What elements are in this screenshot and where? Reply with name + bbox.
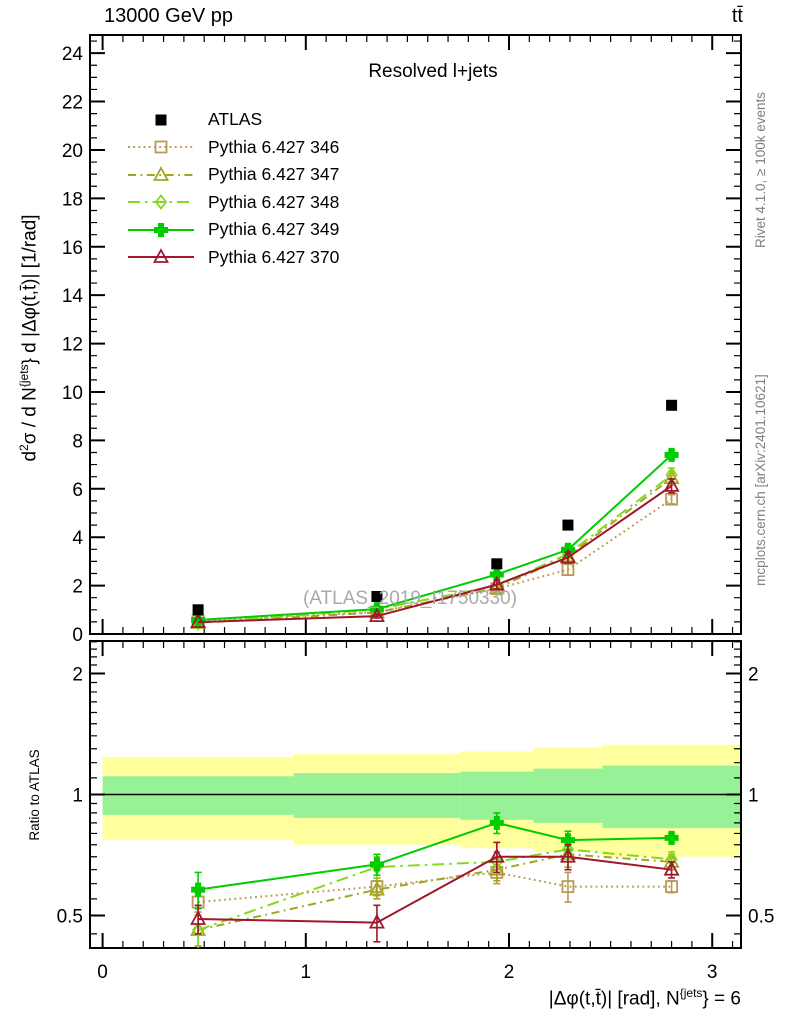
svg-text:4: 4: [72, 528, 83, 550]
svg-text:2: 2: [503, 962, 515, 983]
legend-marker-pythia-349: [126, 219, 196, 241]
x-axis-title: [549, 986, 741, 1010]
mcplots-credit-note: mcplots.cern.ch [arXiv:2401.10621]: [753, 374, 768, 586]
svg-text:22: 22: [61, 92, 83, 114]
legend-marker-pythia-346: [126, 136, 196, 158]
svg-text:0.5: 0.5: [56, 906, 83, 928]
svg-text:1: 1: [300, 962, 312, 983]
beam-energy-title: 13000 GeV pp: [104, 5, 233, 27]
legend: [126, 106, 339, 271]
x-axis-title-part: } = 6: [702, 988, 741, 1010]
legend-label-pythia-370: Pythia 6.427 370: [208, 246, 340, 267]
svg-text:1: 1: [72, 785, 83, 807]
legend-label-pythia-347: Pythia 6.427 347: [208, 164, 340, 185]
svg-text:14: 14: [61, 286, 83, 308]
svg-text:0.5: 0.5: [748, 906, 775, 928]
svg-text:2: 2: [72, 576, 83, 598]
legend-marker-pythia-347: [126, 164, 196, 186]
svg-text:6: 6: [72, 479, 83, 501]
legend-label-pythia-349: Pythia 6.427 349: [208, 219, 340, 240]
svg-text:0: 0: [72, 625, 83, 646]
svg-text:0: 0: [97, 962, 108, 983]
legend-item-pythia-370: [126, 244, 339, 272]
legend-item-atlas: [126, 106, 339, 134]
legend-label-atlas: ATLAS: [208, 109, 263, 130]
svg-text:8: 8: [72, 431, 83, 453]
svg-text:20: 20: [61, 140, 83, 162]
y-axis-title-part: } d |Δφ(t,t̄)| [1/rad]: [19, 214, 41, 365]
plot-title: Resolved l+jets: [368, 61, 498, 82]
svg-text:1: 1: [748, 785, 759, 807]
svg-text:2: 2: [748, 664, 759, 686]
svg-text:12: 12: [61, 334, 83, 356]
legend-item-pythia-349: [126, 216, 339, 244]
ratio-axis-title: Ratio to ATLAS: [27, 749, 42, 841]
svg-text:10: 10: [61, 382, 83, 404]
legend-label-pythia-348: Pythia 6.427 348: [208, 191, 340, 212]
legend-marker-pythia-348: [126, 191, 196, 213]
svg-text:18: 18: [61, 189, 83, 211]
svg-text:24: 24: [61, 44, 83, 66]
legend-label-pythia-346: Pythia 6.427 346: [208, 136, 340, 157]
svg-text:2: 2: [72, 664, 83, 686]
legend-marker-pythia-370: [126, 246, 196, 268]
x-axis-title-sup: {jets: [679, 986, 703, 1000]
y-axis-title-sup: {jets: [17, 364, 31, 388]
legend-item-pythia-348: [126, 189, 339, 217]
legend-item-pythia-346: [126, 134, 339, 162]
svg-text:16: 16: [61, 237, 83, 259]
y-axis-title-part: d: [19, 450, 41, 462]
legend-item-pythia-347: [126, 161, 339, 189]
x-axis-title-part: |Δφ(t,t̄)| [rad], N: [548, 988, 680, 1010]
analysis-watermark: (ATLAS_2019_I1750330): [302, 588, 518, 609]
y-axis-title: [17, 38, 43, 638]
legend-marker-atlas: [126, 109, 196, 131]
y-axis-title-part: σ / d N: [19, 387, 41, 445]
svg-text:3: 3: [706, 962, 718, 983]
y-axis-title-sup: 2: [17, 444, 31, 451]
rivet-version-note: Rivet 4.1.0, ≥ 100k events: [753, 92, 768, 248]
process-title: tt̄: [731, 5, 743, 27]
